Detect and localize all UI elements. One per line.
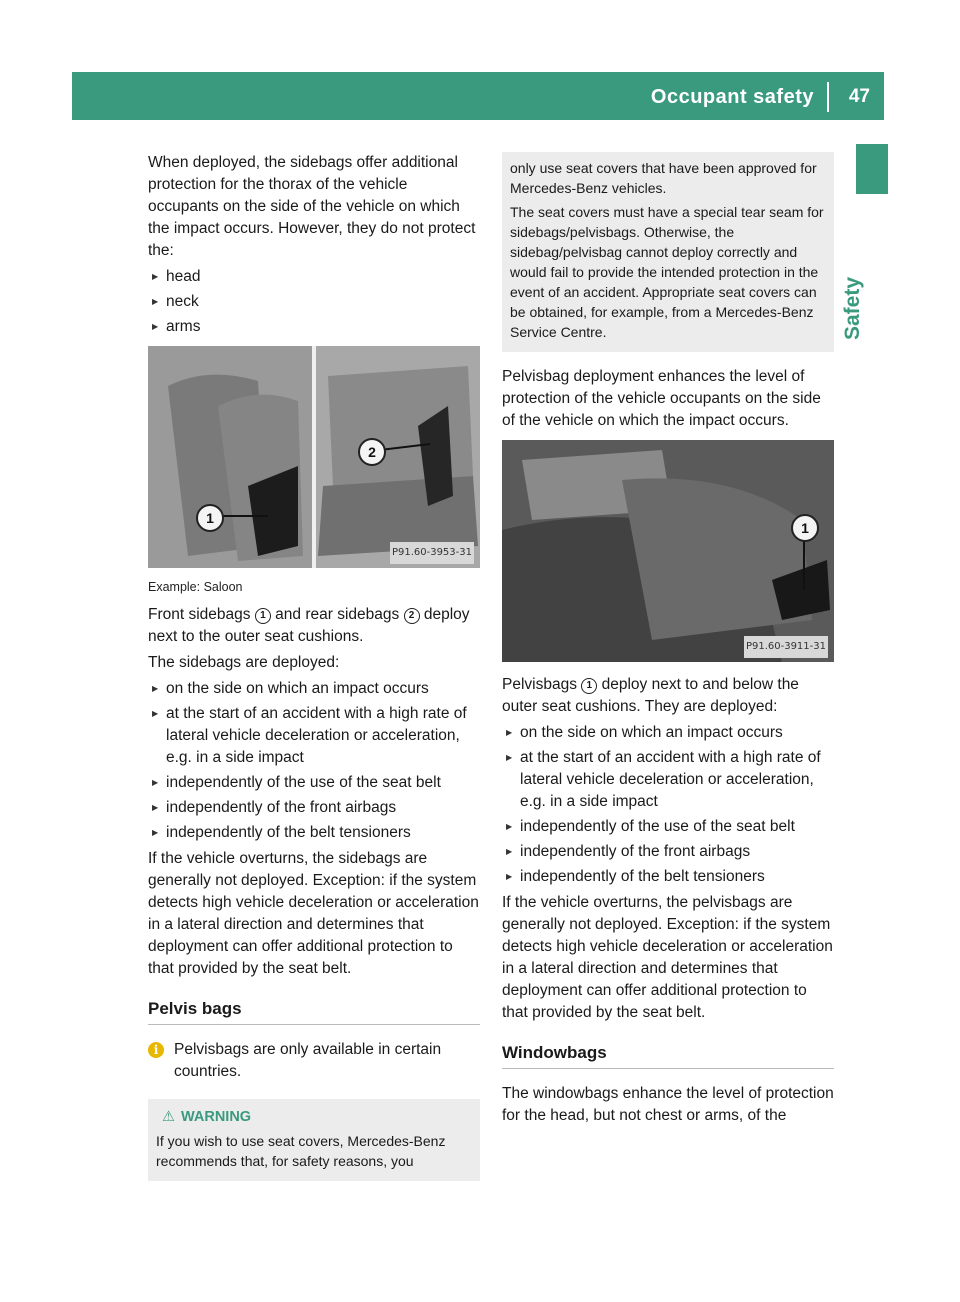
photo-code: P91.60-3911-31 [744, 636, 828, 658]
list-item: ▶ on the side on which an impact occurs [148, 678, 480, 700]
text-deploy-location: deploy next to the outer seat cushions. [148, 606, 470, 645]
warning-text: If you wish to use seat covers, Mercedes-Benz recommends that, for safety reasons, you [156, 1133, 446, 1169]
callout-1: 1 [791, 514, 819, 542]
deployed-list [502, 722, 834, 888]
warning-cont-1: only use seat covers that have been approved for Mercedes-Benz vehicles. [510, 160, 817, 196]
seat-illustration [148, 346, 480, 568]
photo-code: P91.60-3953-31 [390, 542, 474, 564]
text-front-sidebags: Front sidebags [148, 606, 251, 623]
list-item: ▶ independently of the front airbags [502, 841, 834, 863]
callout-ref-2: 2 [404, 608, 420, 624]
list-item: ▶ head [148, 266, 480, 288]
warning-triangle-icon: ⚠ [162, 1109, 175, 1125]
deployed-list [148, 678, 480, 844]
windowbags-text: The windowbags enhance the level of protection for the head, but not chest or arms, of the [502, 1085, 834, 1124]
info-note [148, 1039, 480, 1083]
callout-ref-1: 1 [581, 678, 597, 694]
chapter-tab [856, 144, 888, 194]
callout-2: 2 [358, 438, 386, 466]
warning-box-continued [502, 152, 834, 352]
right-column [502, 152, 834, 1131]
callout-1: 1 [196, 504, 224, 532]
pelvisbag-illustration [502, 440, 834, 662]
text-pelvisbags: Pelvisbags [502, 676, 577, 693]
list-item: ▶ neck [148, 291, 480, 313]
overturn-text: If the vehicle overturns, the pelvisbags are generally not deployed. Exception: if the system detects high vehicle deceleration or acceleration in a lateral direction and determines that deployment can offer additional protection to that provided by the seat belt. [502, 894, 833, 1021]
sidebag-location [148, 604, 480, 648]
photo-caption: Example: Saloon [148, 580, 243, 594]
list-item: ▶ independently of the front airbags [148, 797, 480, 819]
list-item: ▶ independently of the belt tensioners [148, 822, 480, 844]
list-item: ▶ arms [148, 316, 480, 338]
page-number: 47 [848, 86, 870, 107]
pelvisbag-photo [502, 440, 834, 662]
text-deploy-location: deploy next to and below the outer seat cushions. They are deployed: [502, 676, 799, 715]
chapter-label: Safety [841, 276, 864, 340]
header-divider [827, 82, 829, 112]
pelvis-heading: Pelvis bags [148, 998, 480, 1025]
sidebag-intro: When deployed, the sidebags offer additional protection for the thorax of the vehicle occupants on the side of the vehicle on which the impact occurs. However, they do not protect the: [148, 154, 476, 259]
list-item: ▶ at the start of an accident with a high rate of lateral vehicle deceleration or acceleration, e.g. in a side impact [148, 703, 480, 769]
deployed-intro: The sidebags are deployed: [148, 654, 340, 671]
list-item: ▶ independently of the use of the seat belt [148, 772, 480, 794]
list-item: ▶ on the side on which an impact occurs [502, 722, 834, 744]
pelvisbag-location [502, 674, 834, 718]
page-header [72, 72, 884, 120]
overturn-text: If the vehicle overturns, the sidebags are generally not deployed. Exception: if the system detects high vehicle deceleration or acceleration in a lateral direction and determines that deployment can offer additional protection to that provided by the seat belt. [148, 850, 479, 977]
left-column [148, 152, 480, 1181]
list-item: ▶ at the start of an accident with a high rate of lateral vehicle deceleration or acceleration, e.g. in a side impact [502, 747, 834, 813]
warning-box [148, 1099, 480, 1181]
text-rear-sidebags: and rear sidebags [275, 606, 400, 623]
section-title: Occupant safety [650, 86, 814, 108]
callout-ref-1: 1 [255, 608, 271, 624]
info-icon: i [148, 1042, 164, 1058]
list-item: ▶ independently of the use of the seat belt [502, 816, 834, 838]
warning-cont-2: The seat covers must have a special tear seam for sidebags/pelvisbags. Otherwise, the sidebag/pelvisbag cannot deploy correctly and would fail to provide the intended protection in the event of an accident. Appropriate seat covers can be obtained, for example, from a Mercedes-Benz Service Centre. [510, 204, 824, 340]
windowbags-heading: Windowbags [502, 1042, 834, 1069]
warning-label: WARNING [181, 1109, 252, 1125]
info-text: Pelvisbags are only available in certain countries. [174, 1041, 442, 1080]
sidebag-photo [148, 346, 480, 568]
warning-header [156, 1107, 472, 1127]
list-item: ▶ independently of the belt tensioners [502, 866, 834, 888]
pelvis-intro: Pelvisbag deployment enhances the level of protection of the vehicle occupants on the side of the vehicle on which the impact occurs. [502, 368, 821, 429]
not-protected-list [148, 266, 480, 338]
